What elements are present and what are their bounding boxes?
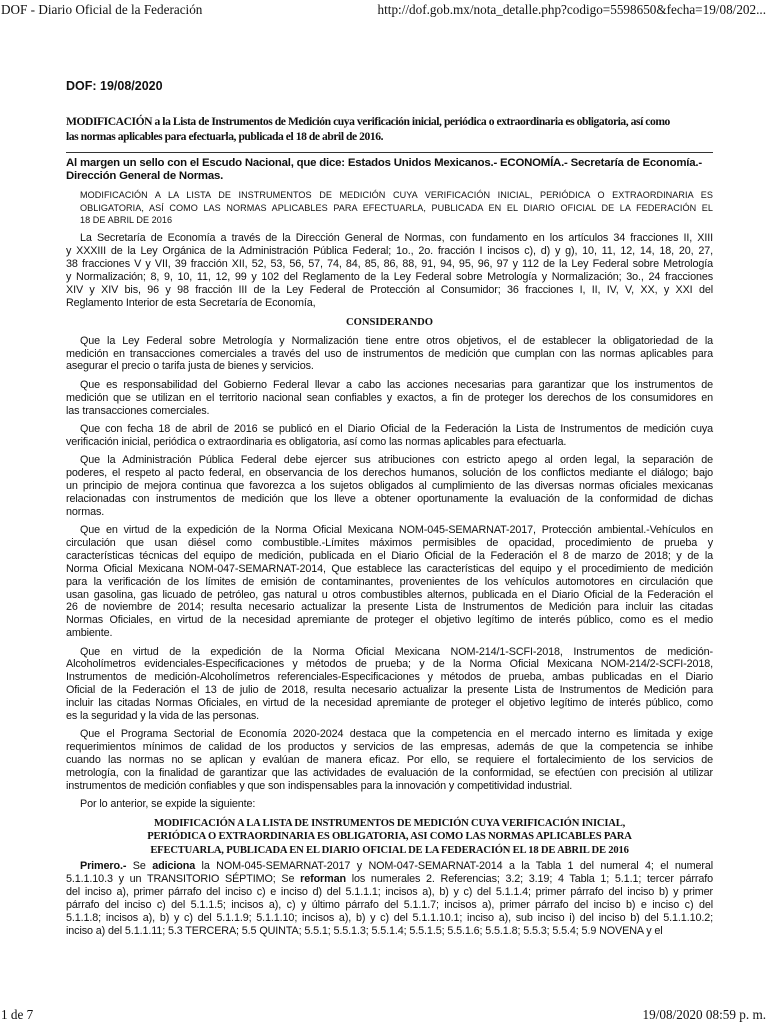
document-title [66, 115, 713, 144]
seal-notice [66, 157, 713, 184]
considerando-line: Oficial de la Federación el 13 de julio de 2018, resulta necesario actualizar la presente Lista de Instrumentos de Medición para [66, 684, 713, 697]
page-counter: 1 de 7 [1, 1007, 34, 1022]
primero-line: del inciso a), primer párrafo del inciso c) e inciso d) del 5.1.1.1; incisos a), b) y c) del 5.1.1.4; primer párrafo del inciso b) y primer [66, 886, 713, 899]
considerando-line: Norma Oficial Mexicana NOM-047-SEMARNAT-2014, Que establece las características del equipo y el procedimiento de medición [66, 562, 713, 575]
considerando-heading: CONSIDERANDO [345, 316, 434, 328]
considerando-paragraph [66, 524, 713, 640]
considerando-line: Alcoholímetros evidenciales-Especificaciones y métodos de prueba; y de la Norma Oficial Mexicana NOM-214/2-SCFI-2018, [66, 658, 713, 671]
considerando-line: incluir las citadas Normas Oficiales, en virtud de la necesidad apremiante de proteger el objetivo legítimo de interés público, como [66, 697, 713, 710]
primero-text: 5.1.1.10.3 y un TRANSITORIO SÉPTIMO; Se [66, 873, 301, 886]
modification-heading [66, 817, 713, 858]
considerando-line: Que el Programa Sectorial de Economía 2020-2024 destaca que la competencia en el mercado interno es limitada y exige [80, 728, 713, 741]
dof-date: DOF: 19/08/2020 [66, 79, 163, 93]
preamble-line: La Secretaría de Economía a través de la Dirección General de Normas, con fundamento en los artículos 34 fracciones II, XIII [80, 232, 713, 245]
considerando-line: relacionadas con instrumentos de medición que los lleve a obtener oportunamente la evaluación de la conformidad de dichas [66, 492, 713, 505]
primero-line: párrafo del inciso c) del 5.1.1.5; incisos a), c) y último párrafo del 5.1.1.7; incisos a), primer párrafo del inciso b) e inciso c) del [66, 899, 713, 912]
considerando-line: características técnicas del equipo de medición, publicada en el Diario Oficial de la Federación el 8 de marzo de 2018; y de la [66, 549, 713, 562]
preamble-line: Reglamento Interior de esta Secretaría de Economía, [66, 296, 316, 309]
considerando-line: medición que se utilizan en el territorio nacional sean confiables y exactos, a fin de proteger los derechos de los consumidores en [66, 391, 713, 404]
considerando-line: asegurar el precio o tarifa justa de bienes y servicios. [66, 360, 314, 373]
considerando-line: usan gasolina, gas licuado de petróleo, gas natural u otros combustibles alternos, publicada en el Diario Oficial de la Federación el [66, 588, 713, 601]
primero-label: Primero.- [80, 860, 127, 873]
print-footer [0, 1006, 768, 1024]
primero-line: inciso a) del 5.1.1.11; 5.3 TERCERA; 5.5 QUINTA; 5.5.1; 5.5.1.3; 5.5.1.4; 5.5.1.5; 5.5.1.6; 5.5.1.8; 5.5.3; 5.5.4; 5.9 NOVENA y el [66, 924, 663, 937]
considerando-line: cuando las normas no se aplican y evalúan de manera eficaz. Por ello, se requiere el fortalecimiento de los servicios de [66, 754, 713, 767]
considerando-line: Que con fecha 18 de abril de 2016 se publicó en el Diario Oficial de la Federación la Lista de Instrumentos de medición cuya [80, 422, 713, 435]
considerando-paragraph [66, 646, 713, 723]
primero-paragraph [66, 860, 713, 937]
modification-heading-line: PERIÓDICA O EXTRAORDINARIA ES OBLIGATORIA, ASI COMO LAS NORMAS APLICABLES PARA [147, 831, 632, 843]
preamble-paragraph [66, 232, 713, 309]
considerando-line: es la seguridad y la vida de las personas. [66, 710, 260, 723]
modification-heading-line: EFECTUARLA, PUBLICADA EN EL DIARIO OFICIAL DE LA FEDERACIÓN EL 18 DE ABRIL DE 2016 [150, 844, 629, 856]
seal-notice-line: Dirección General de Normas. [66, 170, 224, 183]
considerando-line: normas. [66, 505, 105, 518]
preamble-line: y Normalización; 8, 9, 10, 11, 12, 99 y 102 del Reglamento de la Ley Federal sobre Metrología y Normalización; 3o., 24 fracciones [66, 270, 713, 283]
considerando-paragraph [66, 454, 713, 519]
considerando-line: medición en transacciones comerciales a través del uso de instrumentos de medición que cumplan con las normas aplicables para [66, 347, 713, 360]
caps-intro [66, 189, 713, 227]
document-title-line: MODIFICACIÓN a la Lista de Instrumentos de Medición cuya verificación inicial, periódica o extraordinaria es obligatoria, así como [66, 115, 670, 128]
considerando-line: un principio de mejora continua que favorezca a los sujetos obligados al cumplimiento de las diversas normas oficiales mexicanas [66, 479, 713, 492]
considerando-paragraph [66, 379, 713, 418]
primero-line [66, 873, 713, 886]
seal-notice-line: Al margen un sello con el Escudo Nacional, que dice: Estados Unidos Mexicanos.- ECONOMÍA.- Secretaría de Economía.- [66, 157, 702, 169]
document-body [66, 78, 713, 943]
considerando-paragraph [66, 335, 713, 374]
primero-text: los numerales 2. Referencias; 3.2; 3.19; 4 Tabla 1; 5.1.1; tercer párrafo [345, 873, 713, 886]
modification-heading-line: MODIFICACIÓN A LA LISTA DE INSTRUMENTOS DE MEDICIÓN CUYA VERIFICACIÓN INICIAL, [153, 817, 626, 829]
considerando-line: Que en virtud de la expedición de la Norma Oficial Mexicana NOM-045-SEMARNAT-2017, Protección ambiental.-Vehículos en [80, 523, 713, 536]
reforman-keyword: reforman [300, 873, 346, 886]
considerando-line: requerimientos mínimos de calidad de los productos y servicios de las empresas, además de que la competencia se inhibe [66, 741, 713, 754]
title-divider [66, 152, 713, 153]
considerando-line: Que en virtud de la expedición de la Norma Oficial Mexicana NOM-214/1-SCFI-2018, Instrumentos de medición- [80, 645, 713, 658]
considerando-line: verificación inicial, periódica o extraordinaria es obligatoria, así como las normas aplicables para efectuarla. [66, 435, 567, 448]
print-header [0, 1, 768, 19]
caps-intro-line: OBLIGATORIA, ASÍ COMO LAS NORMAS APLICABLES PARA EFECTUARLA, PUBLICADA EN EL DIARIO OFICIAL DE LA FEDERACIÓN EL [80, 202, 713, 213]
considerando-paragraph [66, 798, 713, 811]
adiciona-keyword: adiciona [152, 860, 196, 873]
considerando-line: Instrumentos de medición-Alcoholímetros referenciales-Especificaciones y métodos de prueba, ambas publicadas en el Diario [66, 671, 713, 684]
considerando-line: Que la Administración Pública Federal debe ejercer sus atribuciones con estricto apego al orden legal, la separación de [80, 454, 713, 467]
considerando-list [66, 335, 713, 812]
considerando-line: metrología, con la finalidad de garantizar que las actividades de evaluación de la conformidad, se efectúen con precisión al utilizar [66, 767, 713, 780]
caps-intro-line: MODIFICACIÓN A LA LISTA DE INSTRUMENTOS DE MEDICIÓN CUYA VERIFICACIÓN INICIAL, PERIÓDICA O EXTRAORDINARIA ES [80, 189, 713, 200]
print-header-title: DOF - Diario Oficial de la Federación [1, 2, 203, 17]
considerando-line: 26 de noviembre de 2014; resulta necesario actualizar la presente Lista de Instrumentos de Medición para incluir las citadas [66, 601, 713, 614]
preamble-line: 38 fracciones V y VII, 39 fracción XII, 52, 53, 56, 57, 74, 84, 85, 86, 88, 91, 94, 95, 96, 97 y 112 de la Ley Federal sobre Metrología [66, 258, 713, 271]
caps-intro-line: 18 DE ABRIL DE 2016 [80, 215, 173, 226]
considerando-line: Que la Ley Federal sobre Metrología y Normalización tiene entre otros objetivos, el de establecer la obligatoriedad de la [80, 334, 713, 347]
print-header-url[interactable]: http://dof.gob.mx/nota_detalle.php?codigo=5598650&fecha=19/08/202... [377, 2, 766, 17]
document-title-line: las normas aplicables para efectuarla, publicada el 18 de abril de 2016. [66, 129, 384, 143]
print-datetime: 19/08/2020 08:59 p. m. [642, 1007, 766, 1022]
considerando-line: ambiente. [66, 627, 113, 640]
considerando-line: Normas Oficiales, en virtud de la necesidad apremiante de proteger el objetivo legítimo de interés público, como es el medio [66, 614, 713, 627]
considerando-paragraph [66, 423, 713, 449]
considerando-line: Por lo anterior, se expide la siguiente: [80, 798, 256, 811]
considerando-line: las transacciones comerciales. [66, 404, 210, 417]
considerando-paragraph [66, 728, 713, 793]
considerando-line: para la verificación de los límites de emisión de contaminantes, provenientes de los vehículos automotores en circulación que [66, 575, 713, 588]
considerando-line: poderes, el respeto al pacto federal, en observancia de los derechos humanos, solución de los conflictos mediante el diálogo; bajo [66, 466, 713, 479]
primero-text: Se [126, 860, 153, 873]
preamble-line: y XXXIII de la Ley Orgánica de la Administración Pública Federal; 1o., 2o. fracción I incisos c), d) y g), 10, 11, 12, 14, 18, 20, 27, [66, 245, 713, 258]
primero-line: 5.1.1.8; incisos a), b) y c) del 5.1.1.9; 5.1.1.10; incisos a), b) y c) del 5.1.1.10.1; inciso a), sub inciso i) del inciso b) del 5.1.1.10.2; [66, 911, 713, 924]
primero-line [66, 860, 713, 873]
primero-text: la NOM-045-SEMARNAT-2017 y NOM-047-SEMARNAT-2014 a la Tabla 1 del numeral 4; el numeral [195, 860, 713, 873]
considerando-line: instrumentos de medición confiables y que son indispensables para la innovación y competitividad industrial. [66, 779, 573, 792]
considerando-line: Que es responsabilidad del Gobierno Federal llevar a cabo las acciones necesarias para garantizar que los instrumentos de [80, 378, 713, 391]
preamble-line: XIV y XIV bis, 96 y 98 fracción III de la Ley Federal de Protección al Consumidor; 36 fracciones I, II, IV, V, XX, y XXI del [66, 283, 713, 296]
considerando-line: circulación que usan diésel como combustible.-Límites máximos permisibles de opacidad, procedimiento de prueba y [66, 536, 713, 549]
